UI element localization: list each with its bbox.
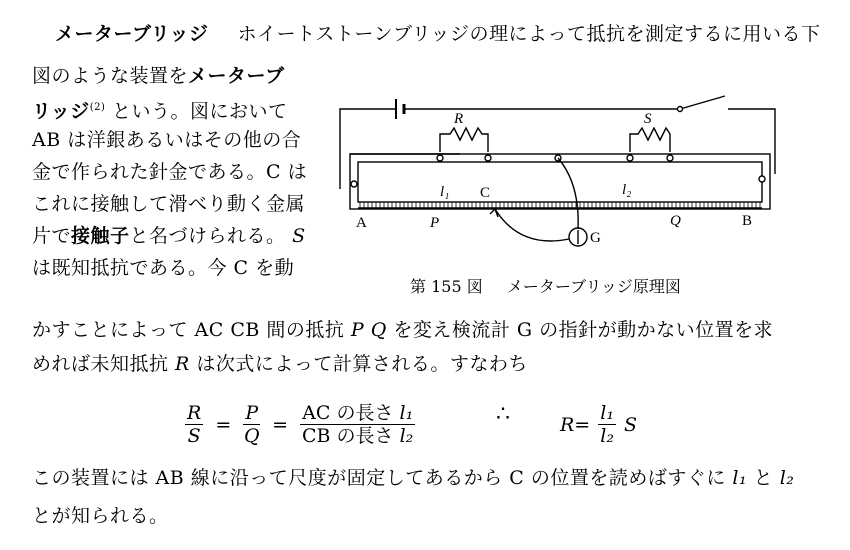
line2-bold: メーターブ [188,65,285,87]
fraction-l1-l2: $\frac{\text{l₁}}{\text{l₂}}$ [600,402,614,447]
text-line-7 [32,224,306,248]
slider-wire [495,209,569,241]
slider-arrow [490,209,498,217]
symbol-r: R [175,353,190,375]
line9-text-b: を変え検流計 G の指針が動かない位置を求 [386,319,774,341]
text-line-3 [32,96,287,123]
galvanometer-wire-top [558,158,578,229]
bridge-inner [358,162,762,202]
line1-text: ホイートストーンブリッジの理によって抵抗を測定するに用いる下 [237,23,821,45]
line2-text: 図のような装置を [32,65,189,87]
label-l1: l₁ [440,184,450,200]
fraction-lengths: $\frac{\text{AC の長さ l₁}}{\text{CB の長さ l₂}}$ [302,402,414,447]
line7-text-c: と名づけられる。 [129,225,286,247]
meter-bridge-diagram [330,84,800,264]
fraction-r-s: $\frac{R}{S}$ [187,402,202,447]
figure-title: メーターブリッジ原理図 [506,277,681,296]
term-meter-bridge: メーターブリッジ [55,23,209,45]
term-contact: 接触子 [71,225,130,247]
text-line-12: とが知られる。 [32,505,169,527]
line11-and: と [753,467,774,489]
switch-lever [680,96,725,109]
text-line-10 [32,352,528,376]
terminal-4 [627,155,633,161]
label-q: Q [670,213,681,229]
line3-text: という。図において [111,100,288,123]
terminal-1 [437,155,443,161]
line10-text-b: は次式によって計算される。すなわち [189,353,528,375]
formula-ratio [185,402,415,447]
label-p: P [430,215,440,231]
line3-bold: リッジ [32,100,90,123]
symbol-l2: l₂ [779,467,795,489]
label-r: R [454,111,464,127]
formula-result [560,402,637,447]
terminal-2 [485,155,491,161]
text-line-1 [55,22,821,46]
wire-right [728,109,775,174]
terminal-a [351,181,357,187]
line7-text-a: 片で [32,225,72,247]
line10-text-a: めれば未知抵抗 [32,353,176,375]
text-line-5: 金で作られた針金である。C は [32,161,308,183]
label-g: G [590,230,601,246]
terminal-5 [667,155,673,161]
meter-scale [360,202,760,208]
fraction-p-q: $\frac{P}{Q}$ [243,402,260,447]
wire-left [340,109,396,189]
symbol-s: S [292,225,306,247]
text-line-6: これに接触して滑べり動く金属 [32,193,306,215]
line9-text-a: かすことによって AC CB 間の抵抗 [32,319,351,341]
figure-number: 第 155 図 [410,277,483,296]
symbol-pq: P Q [350,319,387,341]
line11-text: この装置には AB 線に沿って尺度が固定してあるから C の位置を読めばすぐに [32,467,733,489]
result-lhs: R= [560,413,591,436]
symbol-l1: l₁ [732,467,748,489]
figure-caption [410,274,681,297]
equals-1: = [215,413,232,436]
footnote-ref: (2) [89,102,106,113]
label-s: S [644,111,652,127]
label-c: C [480,185,491,201]
therefore-symbol: ∴ [496,402,510,427]
resistor-r [440,128,488,152]
text-line-4: AB は洋銀あるいはその他の合 [32,129,302,151]
equals-2: = [272,413,289,436]
text-line-8: は既知抵抗である。今 C を動 [32,257,295,279]
label-b: B [742,213,753,229]
label-a: A [356,215,367,231]
label-l2: l₂ [622,182,632,198]
result-s: S [624,413,638,436]
resistor-s [630,128,670,152]
terminal-b [759,176,765,182]
text-line-11 [32,466,794,490]
text-line-9 [32,318,773,342]
text-line-2 [32,64,285,88]
switch-pivot [678,107,683,112]
